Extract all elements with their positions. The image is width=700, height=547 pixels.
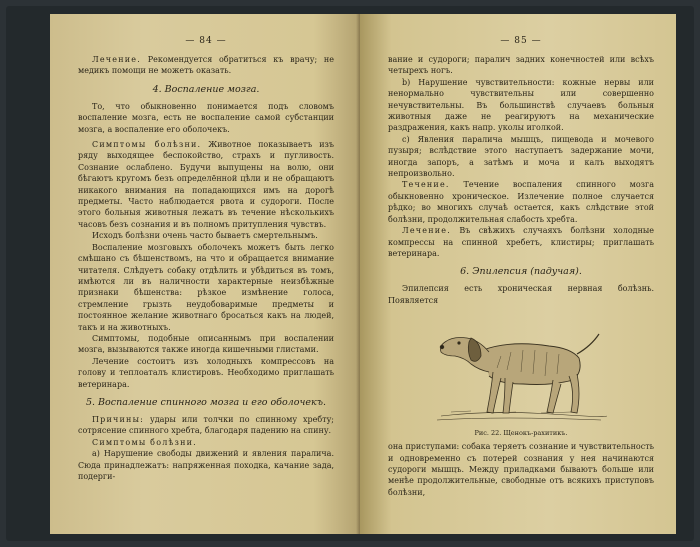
paragraph: с) Явления паралича мышцъ, пищевода и мочевого пузыря; вслѣдствие этого наступаетъ задержание мочи, иногда запоръ, а затѣмъ и моча и калъ выходятъ непроизвольно. — [388, 134, 654, 179]
page-number-right: — 85 — — [500, 36, 542, 46]
right-page — [360, 14, 676, 534]
paragraph: Воспаление мозговыхъ оболочекъ можетъ быть легко смѣшано съ бѣшенствомъ, на что и обращается внимание читателя. Слѣдуетъ собаку отдѣлить и убѣдиться въ томъ, имѣются ли въ наличности характерные неизбѣжные признаки бѣшенства: рѣзкое измѣнение голоса, стремление грызть неудобоваримые предметы и постоянное желание животнаго бросаться какъ на людей, такъ и на животныхъ. — [78, 242, 334, 332]
treatment-paragraph: Лечение. Рекомендуется обратиться къ врачу; не медикъ помощи не можетъ оказать. — [78, 55, 335, 76]
causes-paragraph: Причины: удары или толчки по спинному хребту; сотрясение спинного хребта, благодаря падению на спину. — [78, 414, 335, 436]
section-heading-4: 4. Воспаление мозга. — [152, 83, 260, 95]
figure-puppy — [388, 312, 654, 437]
symptoms-label: Симптомы болѣзни. — [92, 437, 197, 447]
symptoms-paragraph: Симптомы болѣзни. Животное показываетъ изъ ряду выходящее беспокойство, страхъ и пугливость. Сознание ослаблено. Будучи выпущены на волю, они бѣгаютъ кругомъ безъ определённой цѣли и не обращаютъ никакого внимания на попадающихся имъ на дорогѣ предметы. Часто наблюдается рвота и судороги. После этого больныя животныя лежатъ въ течение нѣсколькихъ часовъ безъ сознания и въ полномъ притупления чувствъ. — [78, 140, 334, 229]
book-spread — [6, 6, 694, 541]
page-number-left: — 84 — — [185, 36, 227, 46]
paragraph: b) Нарушение чувствительности: кожные нервы или ненормально чувствительны или совершенно нечувствительны. Въ большинствѣ случаевъ больныя животныя даже не реагируютъ на механические раздражения, какъ напр. уколы иголкой. — [388, 77, 654, 133]
figure-caption: Рис. 22. Щенокъ-рахитикъ. — [474, 429, 568, 438]
paragraph: Исходъ болѣзни очень часто бываетъ смертельнымъ. — [92, 231, 318, 241]
section-heading-5: 5. Воспаление спинного мозга и его оболочекъ. — [85, 396, 327, 408]
treatment-paragraph: Лечение. Въ свѣжихъ случаяхъ болѣзни холодные компрессы на спинной хребетъ, клистиры; приглашать ветеринара. — [388, 226, 655, 258]
paragraph: а) Нарушение свободы движений и явления паралича. Сюда принадлежатъ: напряженная походка, качание зада, подерги- — [78, 449, 334, 481]
paragraph: вание и судороги; паралич задних конечностей или всѣхъ четырехъ ногъ. — [388, 55, 654, 76]
puppy-illustration — [431, 312, 611, 427]
paragraph: она приступами: собака теряетъ сознание и чувствительность и одновременно съ потерей сознания у нея начинаются судороги мышцъ. Между приладками бываютъ больше или менѣе продолжительные, свободные отъ всякихъ приступовъ болѣзни, — [388, 442, 654, 497]
section-heading-6: 6. Эпилепсия (падучая). — [460, 266, 582, 278]
paragraph: Эпилепсия есть хроническая нервная болѣзнь. Появляется — [388, 284, 654, 305]
left-page — [50, 14, 360, 534]
paragraph: То, что обыкновенно понимается подъ словомъ воспаление мозга, есть не воспаление самой субстанции мозга, а воспаление его оболочекъ. — [78, 101, 334, 134]
paragraph: Лечение состоитъ изъ холодныхъ компрессовъ на голову и теплоаталъ клистировъ. Необходимо приглашать ветеринара. — [78, 356, 334, 389]
paragraph: Симптомы, подобные описаннымъ при воспалении мозга, вызываются также иногда кишечными глистами. — [78, 333, 334, 355]
course-paragraph: Течение. Течение воспаления спинного мозга обыкновенно хроническое. Излечение полное случается рѣдко; во многихъ случаѣ остается, какъ слѣдствие этой болѣзни, продолжительная слабость хребта. — [388, 180, 654, 224]
